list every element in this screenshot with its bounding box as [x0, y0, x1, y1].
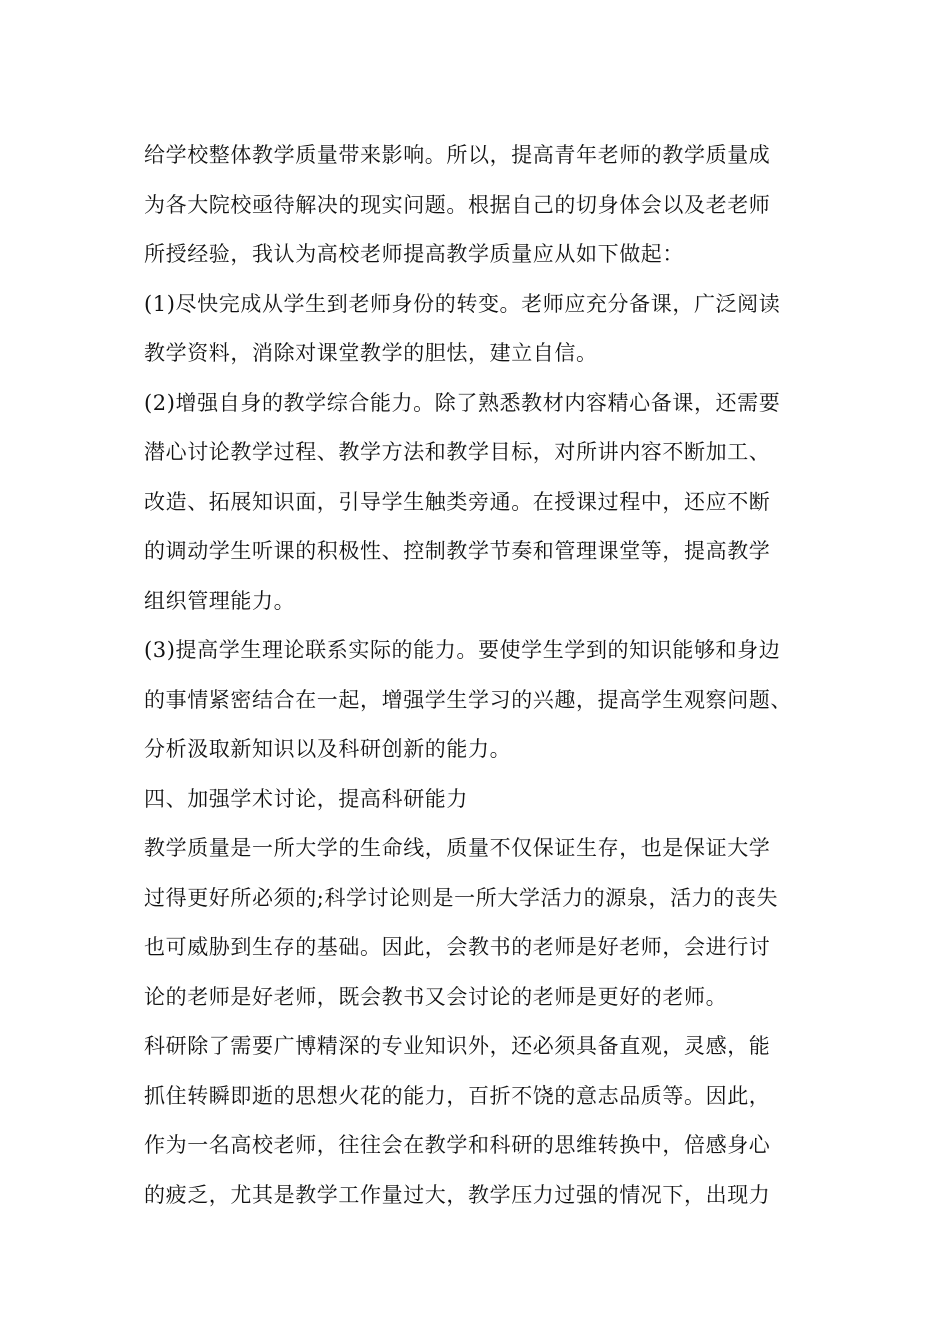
- text-line: 的调动学生听课的积极性、控制教学节奏和管理课堂等，提高教学: [144, 539, 771, 563]
- text-line: 潜心讨论教学过程、教学方法和教学目标，对所讲内容不断加工、: [144, 440, 771, 464]
- text-line: (1)尽快完成从学生到老师身份的转变。老师应充分备课，广泛阅读: [144, 291, 781, 316]
- text-line: 教学资料，消除对课堂教学的胆怯，建立自信。: [144, 341, 598, 365]
- text-line: 分析汲取新知识以及科研创新的能力。: [144, 737, 512, 761]
- text-line: (2)增强自身的教学综合能力。除了熟悉教材内容精心备课，还需要: [144, 390, 781, 415]
- body-text: [144, 131, 844, 1220]
- text-line: 论的老师是好老师，既会教书又会讨论的老师是更好的老师。: [144, 984, 728, 1009]
- text-line: 抓住转瞬即逝的思想火花的能力，百折不饶的意志品质等。因此，: [144, 1083, 771, 1108]
- text-line: 组织管理能力。: [144, 588, 296, 613]
- text-line: 为各大院校亟待解决的现实问题。根据自己的切身体会以及老老师: [144, 192, 771, 217]
- text-line: 教学质量是一所大学的生命线，质量不仅保证生存，也是保证大学: [144, 836, 771, 860]
- text-line: 所授经验，我认为高校老师提高教学质量应从如下做起：: [144, 242, 684, 266]
- text-line: 的事情紧密结合在一起，增强学生学习的兴趣，提高学生观察问题、: [144, 687, 792, 712]
- text-line: 作为一名高校老师，往往会在教学和科研的思维转换中，倍感身心: [144, 1133, 771, 1157]
- text-line: (3)提高学生理论联系实际的能力。要使学生学到的知识能够和身边: [144, 638, 781, 662]
- section-heading: 四、加强学术讨论，提高科研能力: [144, 786, 468, 811]
- text-line: 科研除了需要广博精深的专业知识外，还必须具备直观，灵感，能: [144, 1034, 771, 1058]
- text-line: 也可威胁到生存的基础。因此，会教书的老师是好老师，会进行讨: [144, 935, 771, 959]
- text-line: 改造、拓展知识面，引导学生触类旁通。在授课过程中，还应不断: [144, 489, 771, 514]
- text-line: 的疲乏，尤其是教学工作量过大，教学压力过强的情况下，出现力: [144, 1182, 771, 1207]
- text-line: 过得更好所必须的;科学讨论则是一所大学活力的源泉，活力的丧失: [144, 885, 779, 910]
- text-line: 给学校整体教学质量带来影响。所以，提高青年老师的教学质量成: [144, 143, 771, 167]
